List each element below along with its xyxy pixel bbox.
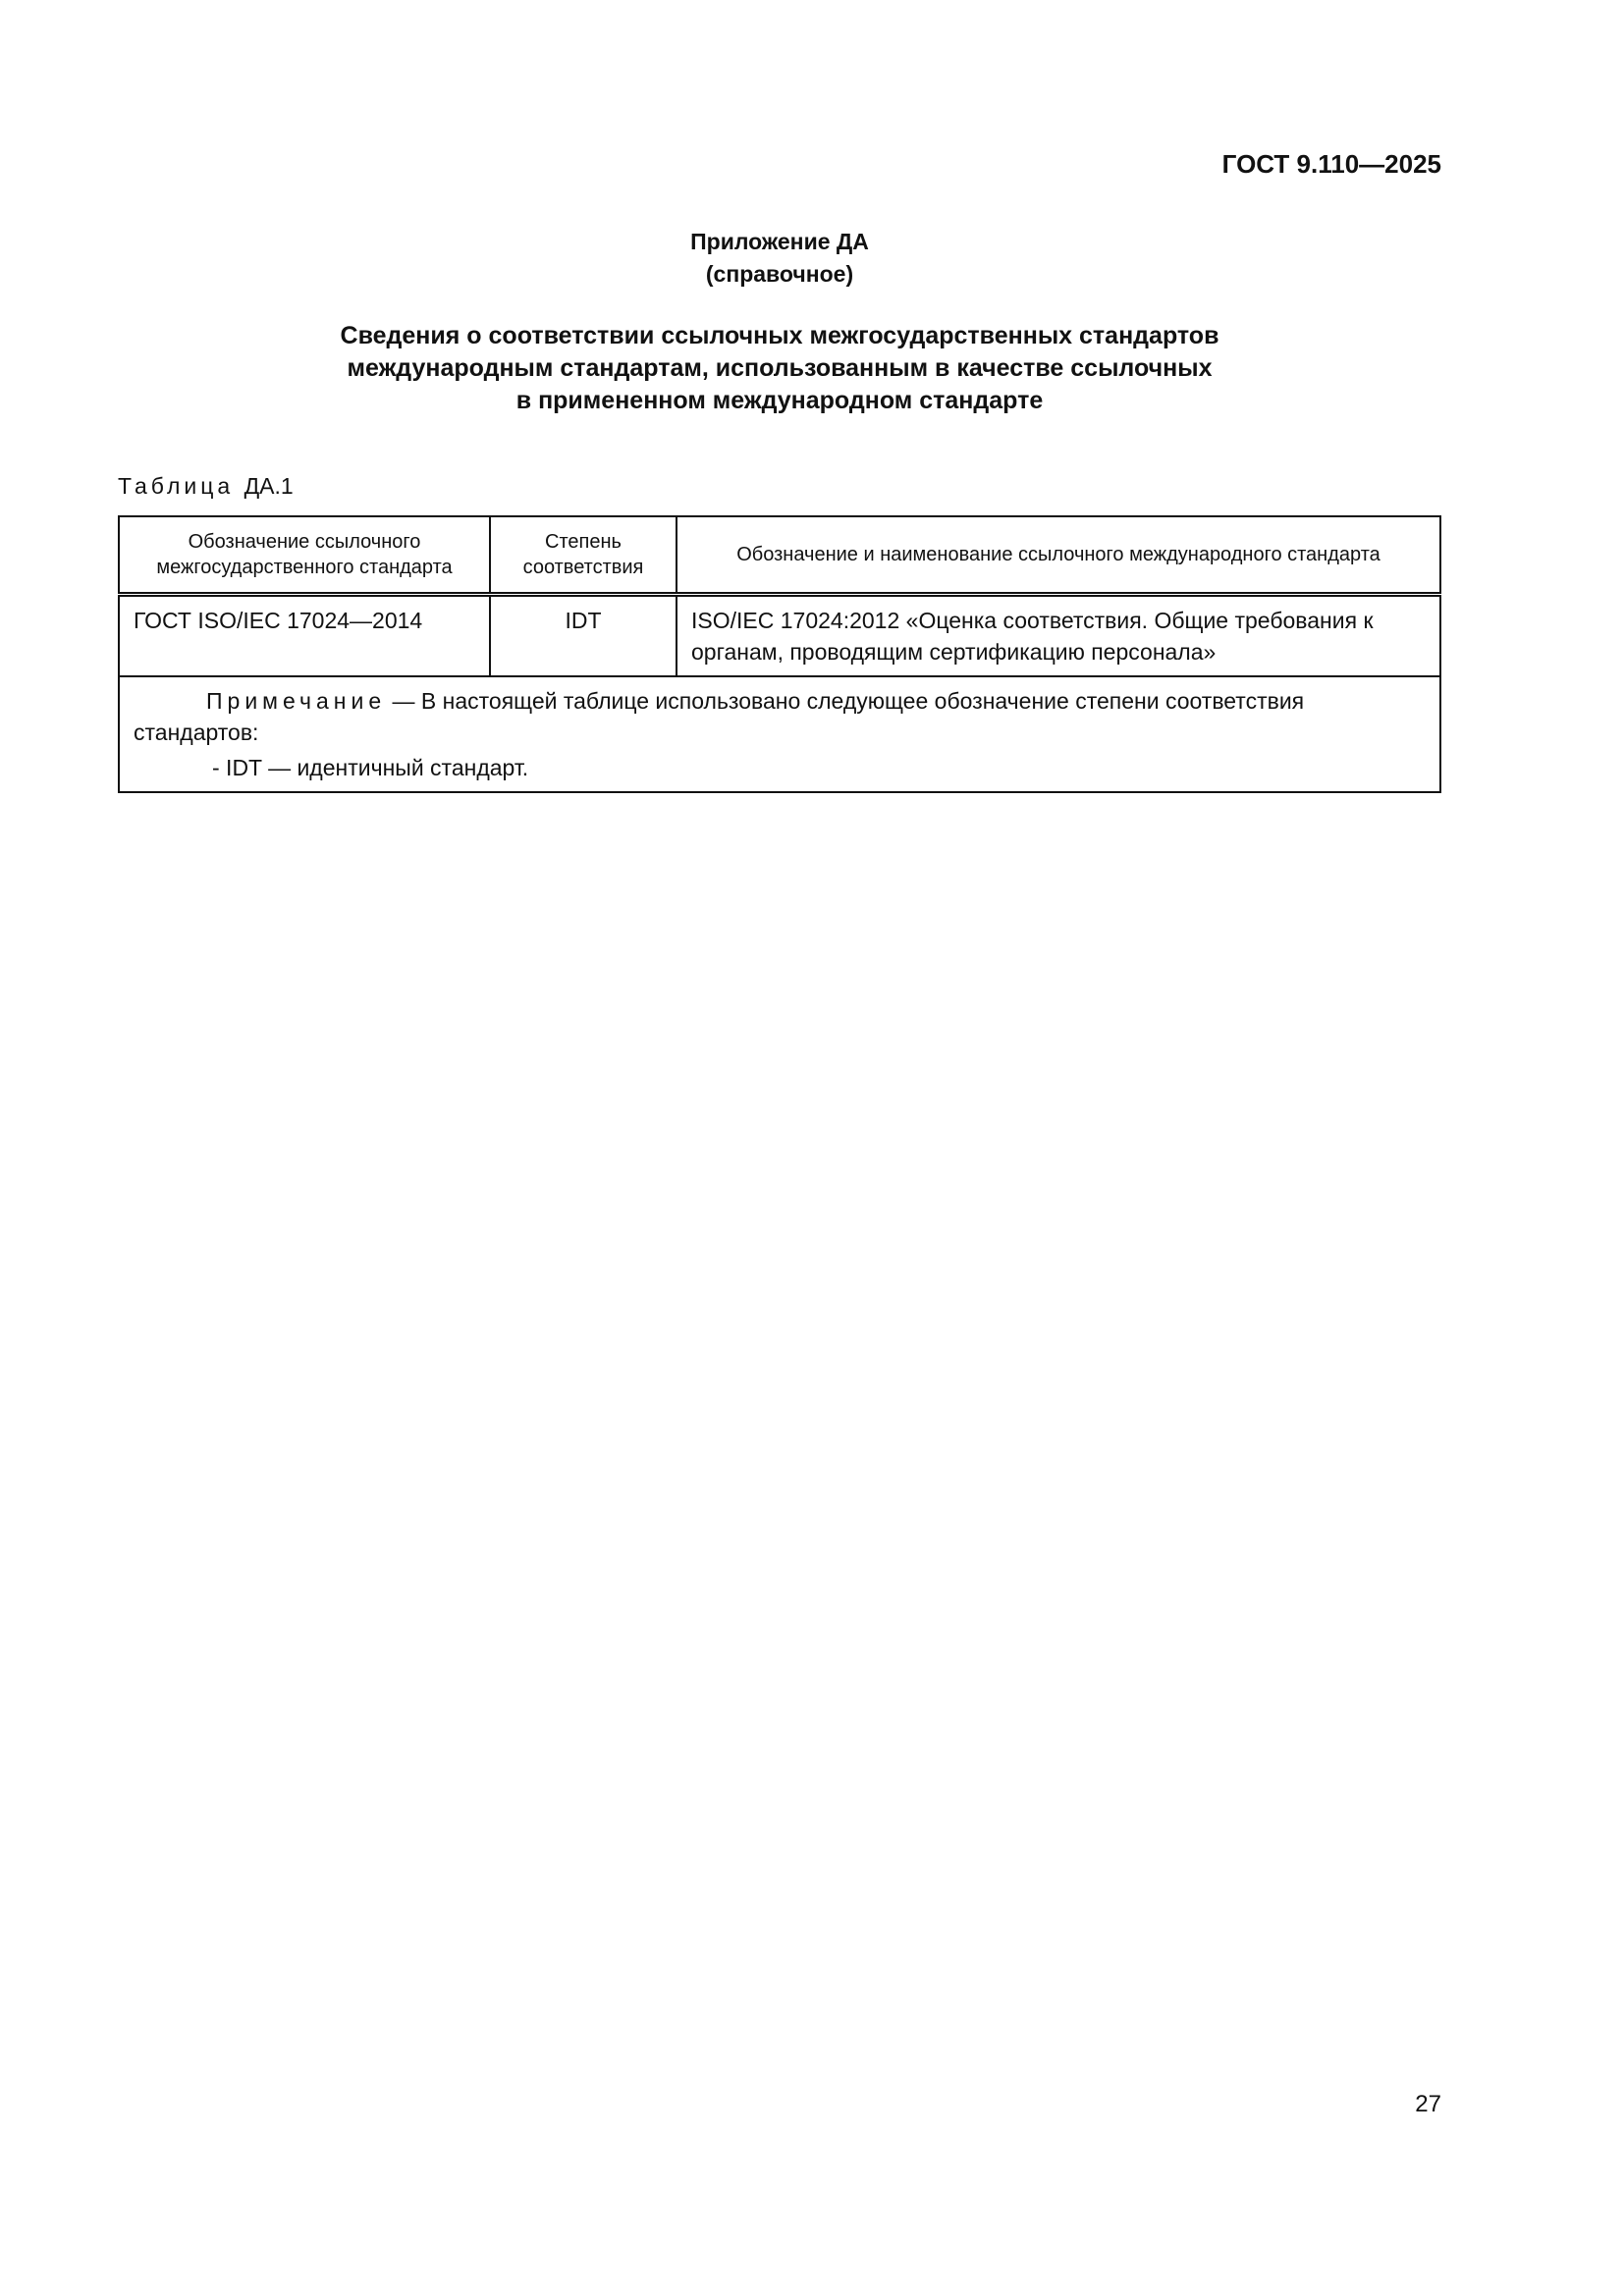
section-title-line: международным стандартам, использованным в качестве ссылочных xyxy=(347,354,1213,382)
table-caption xyxy=(118,473,294,500)
header-degree: Степень соответствия xyxy=(490,516,677,595)
note-text: — В настоящей таблице использовано следующее обозначение степени соответствия стандартов: xyxy=(134,688,1305,745)
table-caption-word: Таблица xyxy=(118,473,235,499)
annex-heading xyxy=(0,226,1559,291)
document-code: ГОСТ 9.110—2025 xyxy=(1221,149,1441,179)
table-header-row xyxy=(119,516,1440,595)
conformity-table xyxy=(118,515,1441,793)
annex-title: Приложение ДА xyxy=(690,229,869,254)
page-number: 27 xyxy=(1415,2091,1441,2117)
header-gost: Обозначение ссылочного межгосударственного стандарта xyxy=(119,516,490,595)
cell-intl: ISO/IEC 17024:2012 «Оценка соответствия. Общие требования к органам, проводящим сертификацию персонала» xyxy=(677,595,1440,677)
section-title-line: в примененном международном стандарте xyxy=(515,387,1044,414)
cell-gost: ГОСТ ISO/IEC 17024—2014 xyxy=(119,595,490,677)
table-row xyxy=(119,595,1440,677)
note-label: Примечание xyxy=(206,688,387,714)
note-item: - IDT — идентичный стандарт. xyxy=(212,755,529,780)
cell-degree: IDT xyxy=(490,595,677,677)
table-note xyxy=(119,676,1440,792)
annex-type: (справочное) xyxy=(705,261,854,287)
table-note-row xyxy=(119,676,1440,792)
section-title-line: Сведения о соответствии ссылочных межгосударственных стандартов xyxy=(340,322,1219,349)
section-title xyxy=(0,320,1559,417)
header-intl: Обозначение и наименование ссылочного международного стандарта xyxy=(677,516,1440,595)
table-caption-number: ДА.1 xyxy=(244,473,294,499)
